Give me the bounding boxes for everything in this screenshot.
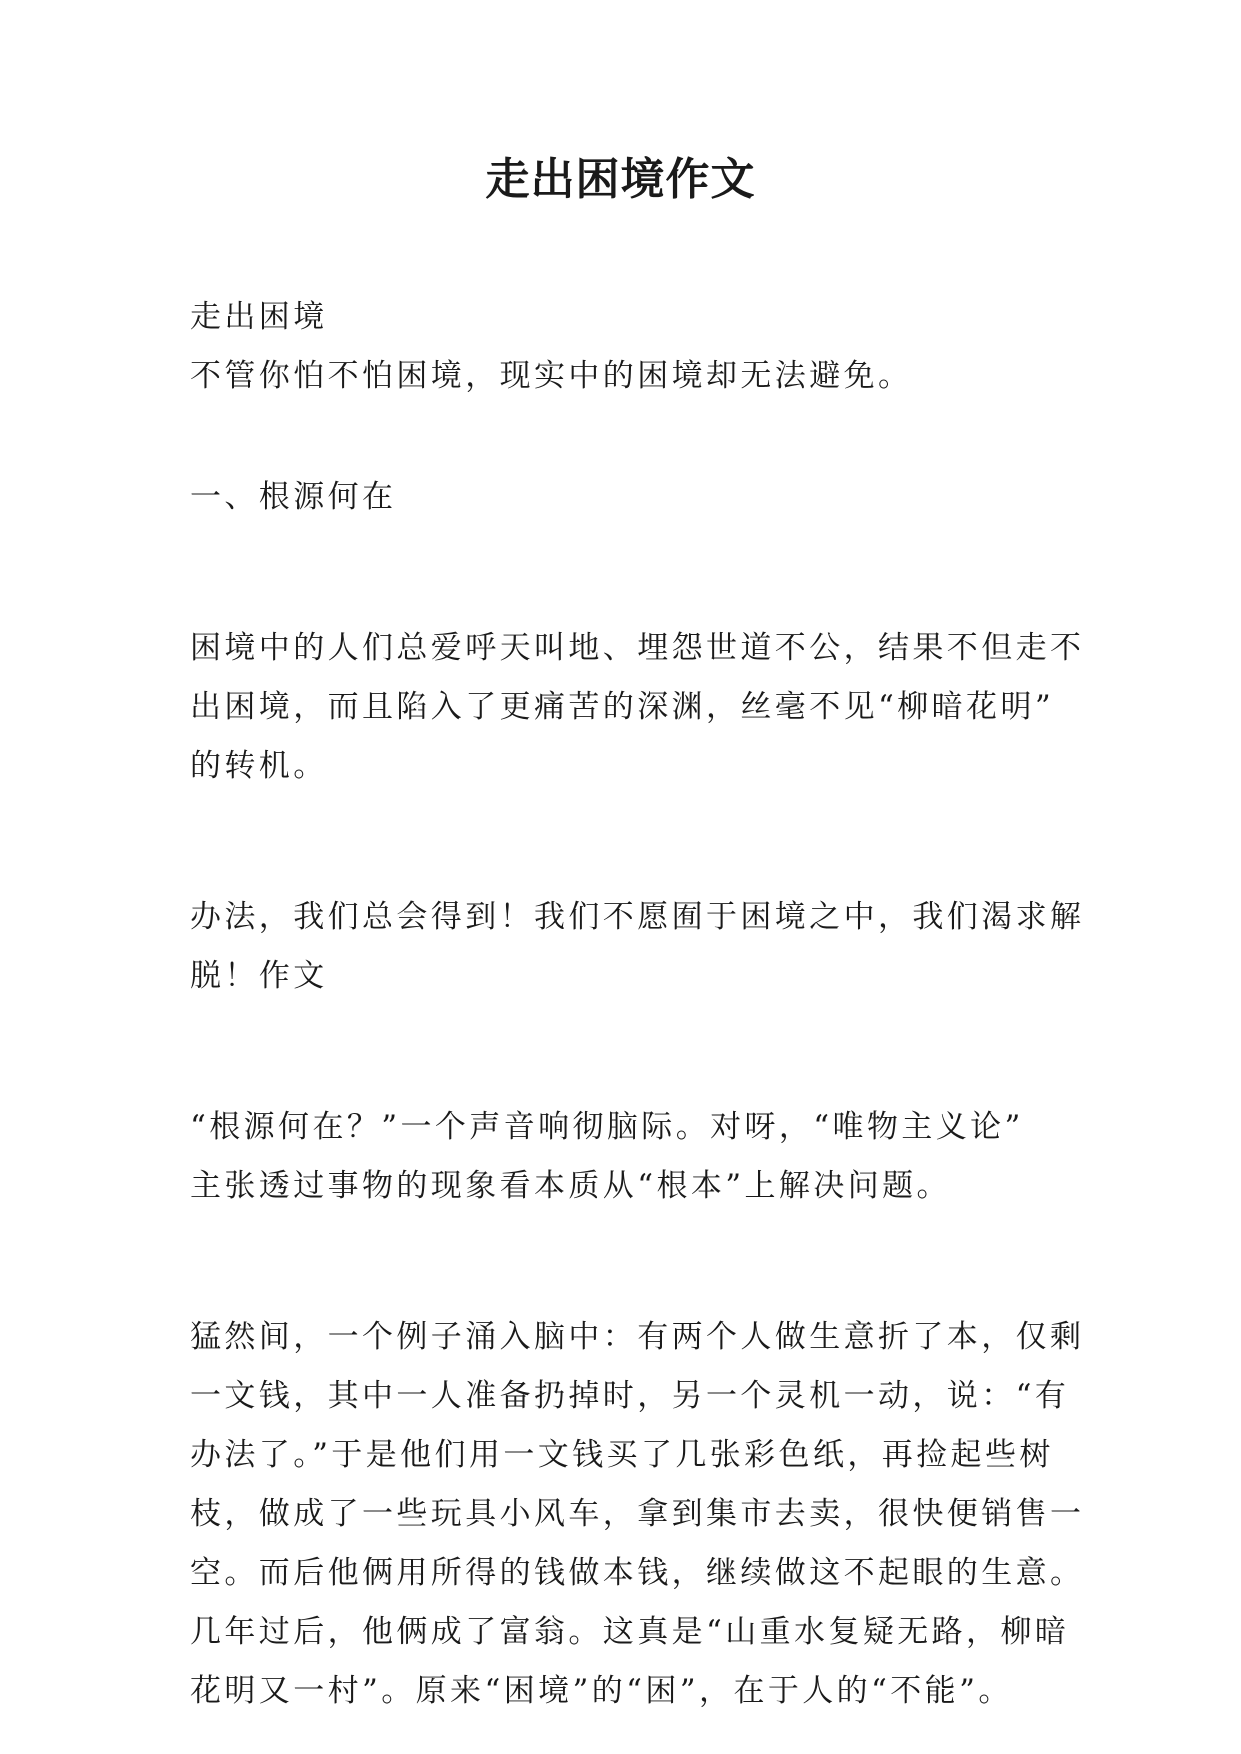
paragraph-line: 花明又一村”。原来“困境”的“困”，在于人的“不能”。 xyxy=(190,1673,1013,1709)
paragraph-gap xyxy=(190,527,1070,619)
paragraph-line: 脱！作文 xyxy=(190,958,328,994)
paragraph-gap xyxy=(190,1216,1070,1308)
paragraph-line: 枝，做成了一些玩具小风车，拿到集市去卖，很快便销售一 xyxy=(190,1496,1085,1532)
paragraph xyxy=(190,888,1085,1006)
paragraph-line: 困境中的人们总爱呼天叫地、埋怨世道不公，结果不但走不 xyxy=(190,630,1085,666)
paragraph-line: 的转机。 xyxy=(190,748,328,784)
paragraph xyxy=(190,1308,1085,1721)
header-line: 走出困境 xyxy=(190,299,328,335)
document-title: 走出困境作文 xyxy=(485,154,756,205)
paragraph-line: 猛然间，一个例子涌入脑中：有两个人做生意折了本，仅剩 xyxy=(190,1319,1085,1355)
paragraph xyxy=(190,619,1085,796)
section-heading: 一、根源何在 xyxy=(190,479,397,515)
document-body xyxy=(190,288,1085,1721)
paragraph-gap xyxy=(190,796,1070,888)
paragraph-line: 办法了。”于是他们用一文钱买了几张彩色纸，再捡起些树 xyxy=(190,1437,1054,1473)
header-line: 不管你怕不怕困境，现实中的困境却无法避免。 xyxy=(190,358,913,394)
paragraph-line: 一文钱，其中一人准备扔掉时，另一个灵机一动，说：“有 xyxy=(190,1378,1070,1414)
paragraph-gap xyxy=(190,1006,1070,1098)
paragraph-line: 几年过后，他俩成了富翁。这真是“山重水复疑无路，柳暗 xyxy=(190,1614,1070,1650)
paragraph-line: 出困境，而且陷入了更痛苦的深渊，丝毫不见“柳暗花明” xyxy=(190,689,1055,725)
paragraph-line: 办法，我们总会得到！我们不愿囿于困境之中，我们渴求解 xyxy=(190,899,1085,935)
paragraph-line: 空。而后他俩用所得的钱做本钱，继续做这不起眼的生意。 xyxy=(190,1555,1085,1591)
paragraph xyxy=(190,1098,1070,1216)
paragraph-line: “根源何在？”一个声音响彻脑际。对呀，“唯物主义论” xyxy=(190,1109,1024,1145)
paragraph-gap xyxy=(190,406,1070,468)
paragraph-line: 主张透过事物的现象看本质从“根本”上解决问题。 xyxy=(190,1168,951,1204)
